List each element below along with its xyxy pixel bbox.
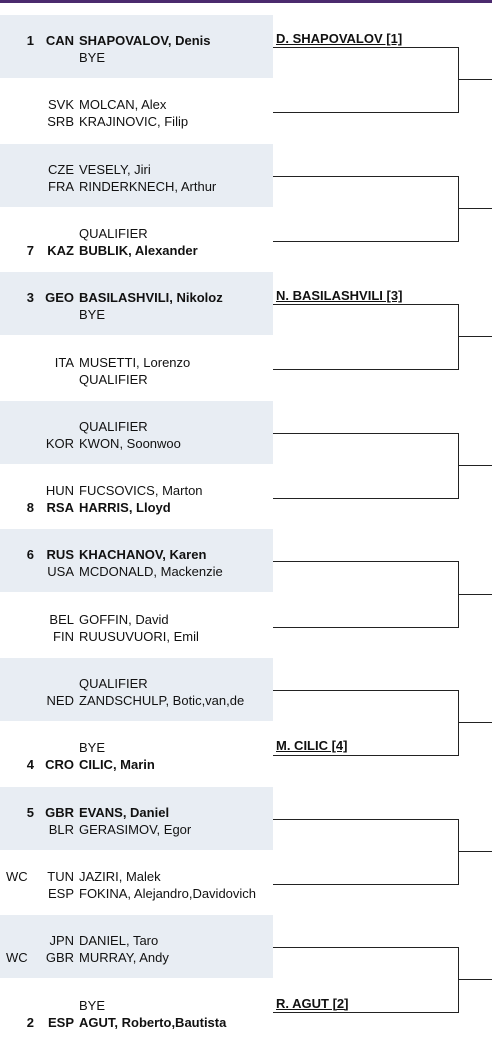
player-country: ESP: [47, 885, 74, 901]
player-name: MCDONALD, Mackenzie: [79, 564, 223, 580]
player-country: FIN: [53, 628, 74, 644]
player-country: JPN: [49, 933, 74, 949]
player-row[interactable]: [0, 435, 273, 453]
player-row[interactable]: [0, 161, 273, 179]
player-name: SHAPOVALOV, Denis: [79, 33, 211, 48]
player-name: BYE: [79, 50, 106, 65]
bracket-connector: [273, 47, 459, 113]
player-country: USA: [47, 564, 74, 580]
player-row[interactable]: [0, 949, 273, 967]
player-name: CILIC, Marin: [79, 757, 155, 773]
player-name: DANIEL, Taro: [79, 933, 159, 949]
player-country: ESP: [47, 1014, 74, 1030]
bracket-stub: [458, 979, 492, 980]
player-country: ITA: [54, 354, 74, 370]
bracket-connector: [273, 561, 459, 627]
player-seed: 3: [26, 290, 34, 306]
bracket-connector: [273, 304, 459, 370]
player-row[interactable]: [0, 739, 273, 757]
player-row[interactable]: [0, 499, 273, 517]
player-name: KRAJINOVIC, Filip: [79, 114, 189, 130]
bracket-connector: [273, 433, 459, 499]
player-row[interactable]: [0, 32, 273, 50]
player-row[interactable]: [0, 371, 273, 389]
player-country: SVK: [47, 97, 74, 113]
bracket-connector: [273, 176, 459, 242]
player-row[interactable]: [0, 821, 273, 839]
player-row[interactable]: [0, 868, 273, 886]
player-country: RUS: [46, 547, 74, 563]
player-country: GEO: [45, 290, 74, 306]
player-seed: 1: [26, 33, 34, 48]
player-name: AGUT, Roberto,Bautista: [79, 1014, 227, 1030]
player-row[interactable]: [0, 354, 273, 372]
advancing-player: D. SHAPOVALOV [1]: [276, 31, 403, 46]
player-row[interactable]: [0, 675, 273, 693]
player-name: RINDERKNECH, Arthur: [79, 178, 217, 194]
player-row[interactable]: [0, 178, 273, 196]
player-country: GBR: [45, 804, 74, 820]
player-name: RUUSUVUORI, Emil: [79, 628, 199, 644]
player-name: BYE: [79, 997, 106, 1013]
player-row[interactable]: [0, 1014, 273, 1032]
player-name: BASILASHVILI, Nikoloz: [79, 290, 223, 306]
player-row[interactable]: [0, 418, 273, 436]
player-row[interactable]: [0, 932, 273, 950]
player-country: KOR: [45, 435, 74, 451]
player-row[interactable]: [0, 289, 273, 307]
player-country: FRA: [48, 178, 74, 194]
player-row[interactable]: [0, 49, 273, 67]
player-name: HARRIS, Lloyd: [79, 500, 171, 516]
player-country: BLR: [48, 821, 74, 837]
player-row[interactable]: [0, 692, 273, 710]
player-seed: 6: [26, 547, 34, 563]
player-row[interactable]: [0, 225, 273, 243]
player-entry-type: WC: [6, 950, 28, 966]
bracket-stub: [458, 851, 492, 852]
player-name: BYE: [79, 740, 106, 756]
player-name: MUSETTI, Lorenzo: [79, 354, 191, 370]
player-row[interactable]: [0, 885, 273, 903]
advancing-player: N. BASILASHVILI [3]: [276, 288, 403, 304]
player-name: KWON, Soonwoo: [79, 435, 181, 451]
player-name: QUALIFIER: [79, 418, 148, 434]
bracket-stub: [458, 722, 492, 723]
player-row[interactable]: [0, 113, 273, 131]
player-name: QUALIFIER: [79, 676, 148, 691]
player-name: FOKINA, Alejandro,Davidovich: [79, 885, 257, 901]
player-country: TUN: [47, 868, 74, 884]
player-seed: 5: [26, 804, 34, 820]
player-country: SRB: [47, 114, 74, 130]
player-seed: 4: [26, 757, 34, 773]
player-row[interactable]: [0, 482, 273, 500]
advancing-player: M. CILIC [4]: [276, 738, 348, 754]
player-country: HUN: [45, 483, 74, 499]
player-row[interactable]: [0, 306, 273, 324]
player-name: QUALIFIER: [79, 225, 148, 241]
player-name: GOFFIN, David: [79, 611, 169, 627]
player-seed: 7: [26, 242, 34, 258]
player-row[interactable]: [0, 242, 273, 260]
player-country: CZE: [48, 161, 74, 177]
player-row[interactable]: [0, 96, 273, 114]
player-country: CAN: [45, 33, 74, 48]
player-name: BUBLIK, Alexander: [79, 242, 198, 258]
bracket-stub: [458, 594, 492, 595]
bracket-stub: [458, 336, 492, 337]
player-name: MURRAY, Andy: [79, 950, 169, 966]
player-country: GBR: [45, 950, 74, 966]
player-name: GERASIMOV, Egor: [79, 821, 192, 837]
player-country: NED: [46, 693, 74, 708]
player-row[interactable]: [0, 804, 273, 822]
player-name: MOLCAN, Alex: [79, 97, 167, 113]
player-name: EVANS, Daniel: [79, 804, 170, 820]
player-name: JAZIRI, Malek: [79, 868, 161, 884]
bracket-stub: [458, 465, 492, 466]
player-seed: 2: [26, 1014, 34, 1030]
bracket-stub: [458, 208, 492, 209]
bracket-connector: [273, 819, 459, 885]
header-accent-bar: [0, 0, 492, 3]
player-row[interactable]: [0, 546, 273, 564]
player-name: VESELY, Jiri: [79, 161, 151, 177]
player-name: QUALIFIER: [79, 371, 148, 387]
player-country: BEL: [49, 611, 74, 627]
player-row[interactable]: [0, 628, 273, 646]
bracket-connector: [273, 690, 459, 756]
player-entry-type: WC: [6, 868, 28, 884]
player-name: KHACHANOV, Karen: [79, 547, 207, 563]
bracket-stub: [458, 79, 492, 80]
player-row[interactable]: [0, 563, 273, 581]
player-country: CRO: [45, 757, 74, 773]
player-row[interactable]: [0, 997, 273, 1015]
player-seed: 8: [26, 500, 34, 516]
player-name: BYE: [79, 307, 106, 323]
player-row[interactable]: [0, 756, 273, 774]
player-name: ZANDSCHULP, Botic,van,de: [79, 693, 245, 708]
advancing-player: R. AGUT [2]: [276, 995, 349, 1011]
player-country: KAZ: [47, 242, 74, 258]
bracket-connector: [273, 947, 459, 1013]
player-country: RSA: [46, 500, 74, 516]
player-name: FUCSOVICS, Marton: [79, 483, 203, 499]
player-row[interactable]: [0, 611, 273, 629]
